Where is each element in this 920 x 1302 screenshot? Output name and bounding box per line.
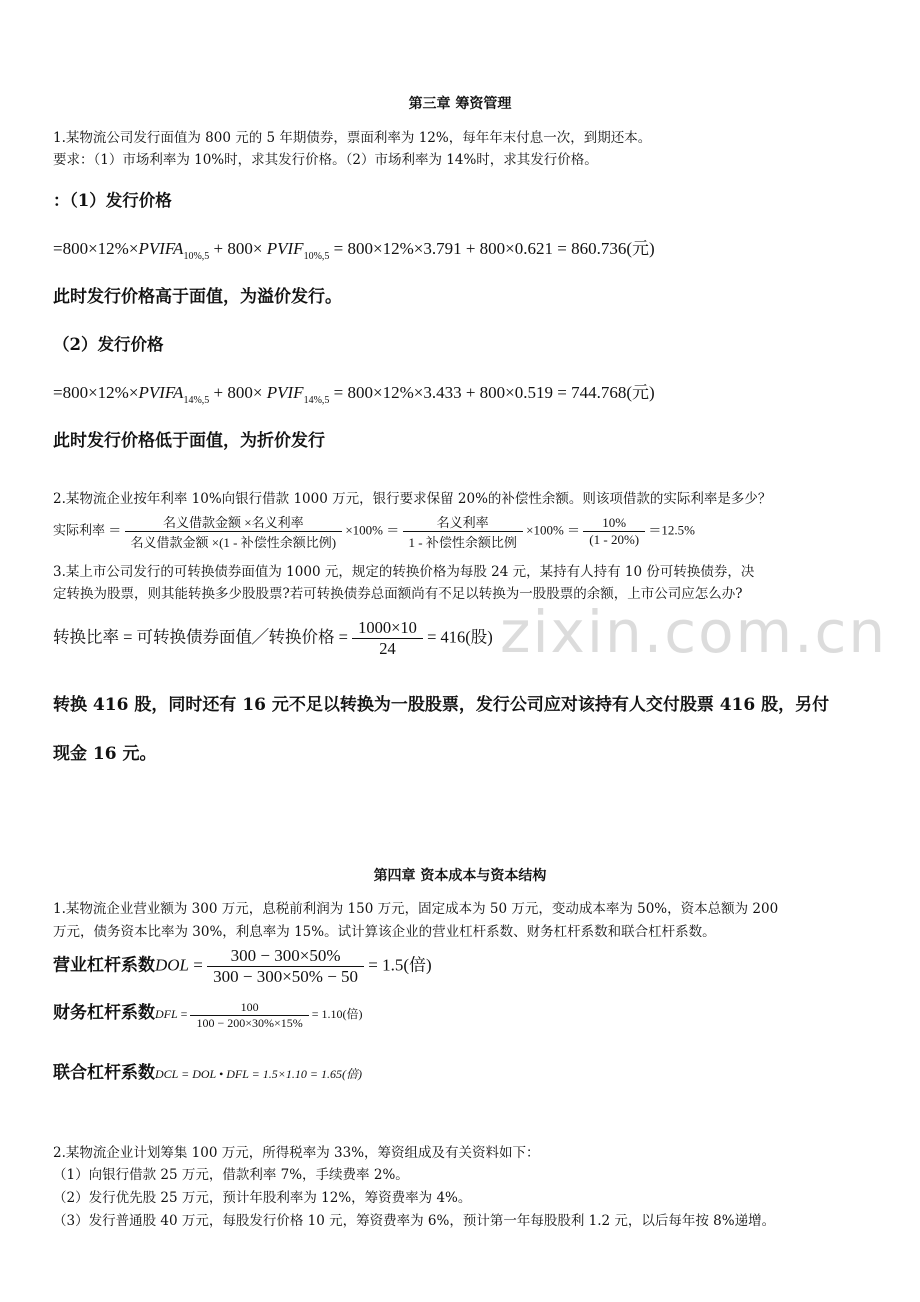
- dfl-symbol: DFL: [155, 1007, 178, 1021]
- ch4-dol-formula: [53, 946, 432, 987]
- ch3-a2-conclusion: 此时发行价格低于面值，为折价发行: [53, 431, 325, 451]
- formula-part: =800×12%×: [53, 383, 139, 402]
- formula-part: ×100% ＝: [345, 522, 400, 538]
- ch3-a2-formula: [53, 378, 655, 406]
- ch3-q2-formula: [53, 512, 695, 551]
- dcl-label: 联合杠杆系数: [53, 1063, 155, 1083]
- ch3-q3-formula: [53, 618, 493, 659]
- ch3-q1-line1: 1.某物流公司发行面值为 800 元的 5 年期债券，票面利率为 12%，每年年末付息一次，到期还本。: [53, 130, 652, 146]
- subscript: 10%,5: [183, 251, 210, 262]
- formula-part: + 800×: [209, 239, 267, 258]
- fraction: [207, 946, 364, 987]
- fraction-denominator: 100 − 200×30%×15%: [190, 1015, 308, 1031]
- ch3-q3-conclusion-line2: 现金 16 元。: [53, 744, 157, 764]
- dol-symbol: DOL: [155, 955, 190, 975]
- ch3-q3-conclusion-line1: 转换 416 股，同时还有 16 元不足以转换为一股股票，发行公司应对该持有人交付股票 416 股，另付: [53, 695, 830, 715]
- formula-part: =800×12%×: [53, 239, 139, 258]
- subscript: 14%,5: [183, 395, 210, 406]
- chapter-4-title: 第四章 资本成本与资本结构: [373, 868, 547, 884]
- fraction-denominator: 300 − 300×50% − 50: [207, 966, 364, 987]
- fraction-denominator: (1 - 20%): [583, 531, 645, 548]
- dcl-expression: DCL = DOL • DFL = 1.5×1.10 = 1.65(倍): [155, 1067, 362, 1081]
- formula-result: = 1.5(倍): [368, 955, 432, 975]
- fraction-numerator: 100: [240, 999, 259, 1014]
- fraction: [352, 618, 423, 659]
- dfl-label: 财务杠杆系数: [53, 1003, 155, 1023]
- formula-part: =: [189, 955, 208, 975]
- pvif-symbol: PVIF: [266, 383, 304, 402]
- formula-result: = 416(股): [427, 627, 493, 647]
- formula-part: =: [177, 1007, 191, 1021]
- effective-rate-label: 实际利率 ＝: [53, 522, 122, 538]
- fraction-numerator: 300 − 300×50%: [230, 946, 341, 965]
- ch3-a2-heading: （2）发行价格: [53, 335, 164, 354]
- formula-part: 转换比率 = 可转换债券面值╱转换价格 =: [53, 627, 348, 647]
- ch4-q1-line1: 1.某物流企业营业额为 300 万元，息税前利润为 150 万元，固定成本为 50 万元，变动成本率为 50%，资本总额为 200: [53, 901, 779, 917]
- ch3-q3-line2: 定转换为股票，则其能转换多少股股票?若可转换债券总面额尚有不足以转换为一股股票的余额，上市公司应怎么办?: [53, 586, 743, 602]
- dol-label: 营业杠杆系数: [53, 955, 155, 976]
- ch4-q2-item2: （2）发行优先股 25 万元，预计年股利率为 12%，筹资费率为 4%。: [53, 1190, 472, 1206]
- pvifa-symbol: PVIFA: [138, 239, 184, 258]
- fraction-numerator: 名义利率: [436, 515, 489, 530]
- fraction-denominator: 1 - 补偿性余额比例: [403, 531, 523, 551]
- watermark: zixin.com.cn: [500, 598, 888, 666]
- fraction-numerator: 1000×10: [358, 618, 417, 637]
- formula-result: ＝12.5%: [648, 522, 695, 538]
- ch3-q2-line: 2.某物流企业按年利率 10%向银行借款 1000 万元，银行要求保留 20%的补偿性余额。则该项借款的实际利率是多少？: [53, 491, 772, 507]
- fraction-numerator: 10%: [602, 515, 627, 530]
- ch3-a1-formula: [53, 234, 655, 262]
- formula-part: ×100% ＝: [526, 522, 581, 538]
- ch3-q3-line1: 3.某上市公司发行的可转换债券面值为 1000 元，规定的转换价格为每股 24 元，某持有人持有 10 份可转换债券，决: [53, 564, 755, 580]
- fraction-denominator: 24: [352, 638, 423, 659]
- ch4-dcl-formula: [53, 1058, 362, 1083]
- fraction: [125, 512, 343, 551]
- fraction: [583, 515, 645, 548]
- ch4-dfl-formula: [53, 998, 363, 1031]
- formula-result: = 1.10(倍): [311, 1007, 363, 1021]
- ch4-q2-line1: 2.某物流企业计划筹集 100 万元，所得税率为 33%，筹资组成及有关资料如下：: [53, 1145, 540, 1161]
- ch3-q1-line2: 要求：（1）市场利率为 10%时，求其发行价格。（2）市场利率为 14%时，求其发行价格。: [53, 152, 598, 168]
- fraction: [190, 1000, 308, 1031]
- fraction-denominator: 名义借款金额 ×(1 - 补偿性余额比例): [125, 531, 343, 551]
- ch4-q2-item1: （1）向银行借款 25 万元，借款利率 7%，手续费率 2%。: [53, 1167, 409, 1183]
- fraction-numerator: 名义借款金额 ×名义利率: [163, 515, 304, 530]
- chapter-3-title: 第三章 筹资管理: [408, 96, 512, 112]
- fraction: [403, 512, 523, 551]
- subscript: 14%,5: [303, 395, 330, 406]
- ch4-q2-item3: （3）发行普通股 40 万元，每股发行价格 10 元，筹资费率为 6%，预计第一年每股股利 1.2 元，以后每年按 8%递增。: [53, 1213, 776, 1229]
- pvifa-symbol: PVIFA: [138, 383, 184, 402]
- ch3-a1-conclusion: 此时发行价格高于面值，为溢价发行。: [53, 287, 342, 307]
- ch3-a1-heading: ：（1）发行价格: [53, 191, 172, 210]
- formula-part: = 800×12%×3.433 + 800×0.519 = 744.768(元): [329, 383, 655, 402]
- subscript: 10%,5: [303, 251, 330, 262]
- formula-part: = 800×12%×3.791 + 800×0.621 = 860.736(元): [329, 239, 655, 258]
- pvif-symbol: PVIF: [266, 239, 304, 258]
- ch4-q1-line2: 万元，债务资本比率为 30%，利息率为 15%。试计算该企业的营业杠杆系数、财务杠杆系数和联合杠杆系数。: [53, 924, 716, 940]
- formula-part: + 800×: [209, 383, 267, 402]
